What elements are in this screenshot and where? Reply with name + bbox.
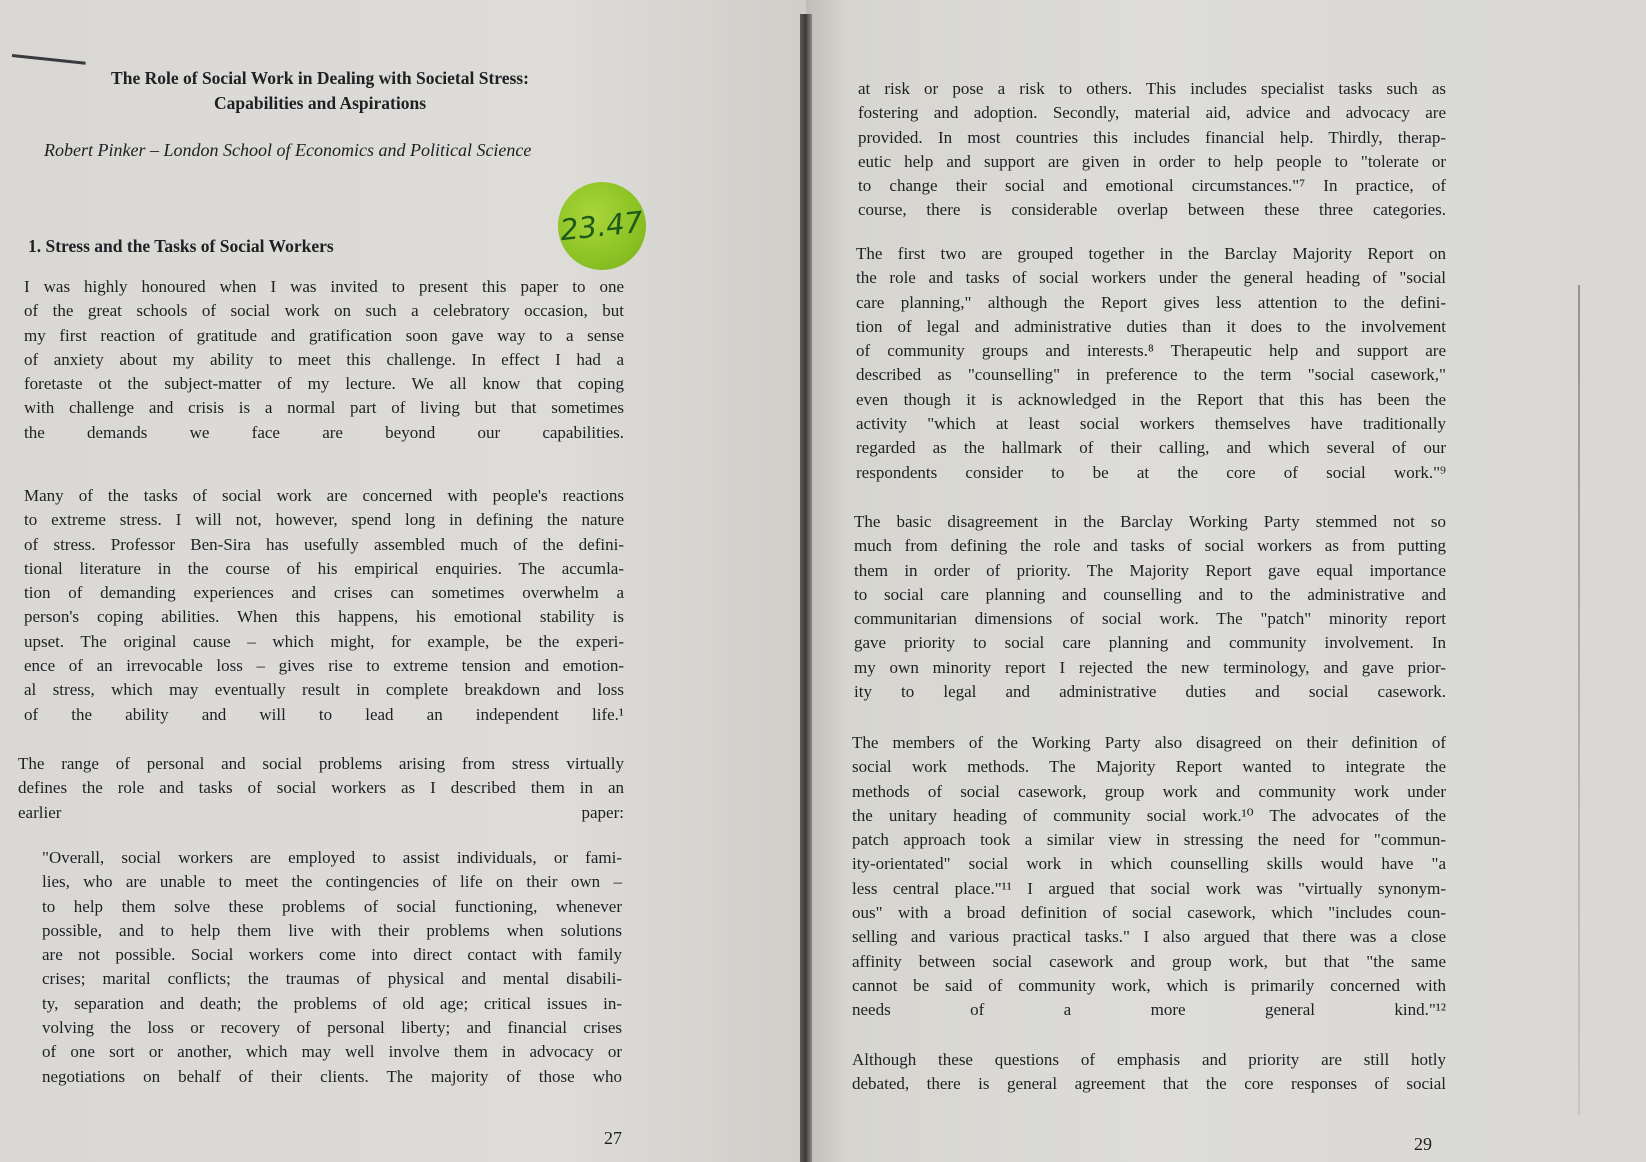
text-line: possible, and to help them live with their problems when solutions — [42, 920, 622, 940]
right-paragraph-2 — [856, 242, 1446, 485]
text-line: earlier paper: — [18, 802, 624, 822]
text-line: al stress, which may eventually result in complete breakdown and loss — [24, 680, 624, 700]
text-line: lies, who are unable to meet the contingencies of life on their own – — [42, 872, 622, 892]
pen-mark — [12, 54, 86, 65]
text-line: the unitary heading of community social work.¹⁰ The advocates of the — [852, 805, 1446, 825]
text-line: course, there is considerable overlap between these three categories. — [858, 200, 1446, 220]
text-line: cannot be said of community work, which is primarily concerned with — [852, 975, 1446, 995]
author-line: Robert Pinker – London School of Economics and Political Science — [44, 140, 532, 160]
right-page — [806, 0, 1646, 1162]
text-line: Many of the tasks of social work are concerned with people's reactions — [24, 486, 624, 505]
text-line: I was highly honoured when I was invited to present this paper to one — [24, 277, 624, 296]
text-line: person's coping abilities. When this happens, his emotional stability is — [24, 607, 624, 627]
text-line: foretaste ot the subject-matter of my lecture. We all know that coping — [24, 374, 624, 394]
text-line: my own minority report I rejected the new terminology, and gave prior- — [854, 657, 1446, 677]
text-line: gave priority to social care planning and community involvement. In — [854, 633, 1446, 653]
sticker-label: 23.47 — [558, 204, 646, 248]
text-line: ence of an irrevocable loss – gives rise to extreme tension and emotion- — [24, 656, 624, 676]
text-line: The first two are grouped together in the Barclay Majority Report on — [856, 244, 1446, 263]
text-line: "Overall, social workers are employed to assist individuals, or fami- — [42, 848, 622, 867]
text-line: social work methods. The Majority Report wanted to integrate the — [852, 757, 1446, 777]
text-line: The basic disagreement in the Barclay Working Party stemmed not so — [854, 512, 1446, 531]
text-line: selling and various practical tasks." I also argued that there was a close — [852, 927, 1446, 947]
text-line: methods of social casework, group work and community work under — [852, 781, 1446, 801]
title-line-1: The Role of Social Work in Dealing with Societal Stress: — [111, 68, 529, 88]
left-page — [0, 0, 806, 1162]
text-line: activity "which at least social workers themselves have traditionally — [856, 414, 1446, 434]
text-line: much from defining the role and tasks of social workers as from putting — [854, 536, 1446, 556]
text-line: affinity between social casework and group work, but that "the same — [852, 951, 1446, 971]
article-title — [60, 66, 580, 116]
left-paragraph-1 — [24, 275, 624, 445]
text-line: communitarian dimensions of social work. The "patch" minority report — [854, 609, 1446, 629]
section-heading: 1. Stress and the Tasks of Social Workers — [28, 236, 334, 256]
text-line: care planning," although the Report gives less attention to the defini- — [856, 292, 1446, 312]
page-edge-shadow — [1578, 285, 1580, 1115]
text-line: patch approach took a similar view in stressing the need for "commun- — [852, 830, 1446, 850]
page-number-left: 27 — [604, 1128, 622, 1148]
text-line: tion of legal and administrative duties than it does to the involvement — [856, 316, 1446, 336]
text-line: the role and tasks of social workers under the general heading of "social — [856, 268, 1446, 288]
text-line: even though it is acknowledged in the Report that this has been the — [856, 389, 1446, 409]
left-paragraph-3 — [18, 752, 624, 825]
text-line: to change their social and emotional circumstances."⁷ In practice, of — [858, 176, 1446, 196]
text-line: of stress. Professor Ben-Sira has usefully assembled much of the defini- — [24, 534, 624, 554]
text-line: eutic help and support are given in order to help people to "tolerate or — [858, 151, 1446, 171]
text-line: upset. The original cause – which might, for example, be the experi- — [24, 631, 624, 651]
book-spine — [800, 14, 812, 1162]
text-line: are not possible. Social workers come into direct contact with family — [42, 945, 622, 965]
price-sticker — [558, 182, 646, 270]
text-line: needs of a more general kind."¹² — [852, 1000, 1446, 1020]
text-line: to extreme stress. I will not, however, spend long in defining the nature — [24, 510, 624, 530]
left-paragraph-2 — [24, 484, 624, 727]
text-line: ity-orientated" social work in which counselling skills would have "a — [852, 854, 1446, 874]
text-line: crises; marital conflicts; the traumas of physical and mental disabili- — [42, 969, 622, 989]
text-line: tion of demanding experiences and crises can sometimes overwhelm a — [24, 583, 624, 603]
text-line: The members of the Working Party also disagreed on their definition of — [852, 733, 1446, 752]
text-line: regarded as the hallmark of their calling, and which several of our — [856, 438, 1446, 458]
right-paragraph-3 — [854, 510, 1446, 704]
page-number-right: 29 — [1414, 1134, 1432, 1154]
text-line: of the great schools of social work on such a celebratory occasion, but — [24, 301, 624, 321]
text-line: fostering and adoption. Secondly, material aid, advice and advocacy are — [858, 103, 1446, 123]
text-line: ty, separation and death; the problems of old age; critical issues in- — [42, 993, 622, 1013]
text-line: to social care planning and counselling and to the administrative and — [854, 584, 1446, 604]
text-line: of community groups and interests.⁸ Therapeutic help and support are — [856, 341, 1446, 361]
text-line: them in order of priority. The Majority Report gave equal importance — [854, 560, 1446, 580]
right-paragraph-4 — [852, 731, 1446, 1023]
text-line: negotiations on behalf of their clients. The majority of those who — [42, 1066, 622, 1086]
text-line: the demands we face are beyond our capabilities. — [24, 422, 624, 442]
title-line-2: Capabilities and Aspirations — [214, 93, 426, 113]
text-line: my first reaction of gratitude and gratification soon gave way to a sense — [24, 325, 624, 345]
right-paragraph-1 — [858, 77, 1446, 223]
text-line: of one sort or another, which may well involve them in advocacy or — [42, 1042, 622, 1062]
text-line: with challenge and crisis is a normal part of living but that sometimes — [24, 398, 624, 418]
text-line: to help them solve these problems of social functioning, whenever — [42, 896, 622, 916]
right-paragraph-5 — [852, 1048, 1446, 1097]
text-line: described as "counselling" in preference to the term "social casework," — [856, 365, 1446, 385]
text-line: debated, there is general agreement that the core responses of social — [852, 1074, 1446, 1094]
text-line: ous" with a broad definition of social casework, which "includes coun- — [852, 903, 1446, 923]
block-quote — [42, 846, 622, 1089]
text-line: of anxiety about my ability to meet this challenge. In effect I had a — [24, 349, 624, 369]
text-line: less central place."¹¹ I argued that social work was "virtually synonym- — [852, 878, 1446, 898]
text-line: defines the role and tasks of social workers as I described them in an — [18, 778, 624, 798]
text-line: respondents consider to be at the core of social work."⁹ — [856, 462, 1446, 482]
text-line: at risk or pose a risk to others. This includes specialist tasks such as — [858, 79, 1446, 98]
text-line: of the ability and will to lead an independent life.¹ — [24, 704, 624, 724]
text-line: tional literature in the course of his empirical enquiries. The accumla- — [24, 558, 624, 578]
text-line: The range of personal and social problems arising from stress virtually — [18, 754, 624, 773]
text-line: ity to legal and administrative duties and social casework. — [854, 682, 1446, 702]
text-line: provided. In most countries this includes financial help. Thirdly, therap- — [858, 127, 1446, 147]
text-line: Although these questions of emphasis and priority are still hotly — [852, 1050, 1446, 1069]
text-line: volving the loss or recovery of personal liberty; and financial crises — [42, 1018, 622, 1038]
